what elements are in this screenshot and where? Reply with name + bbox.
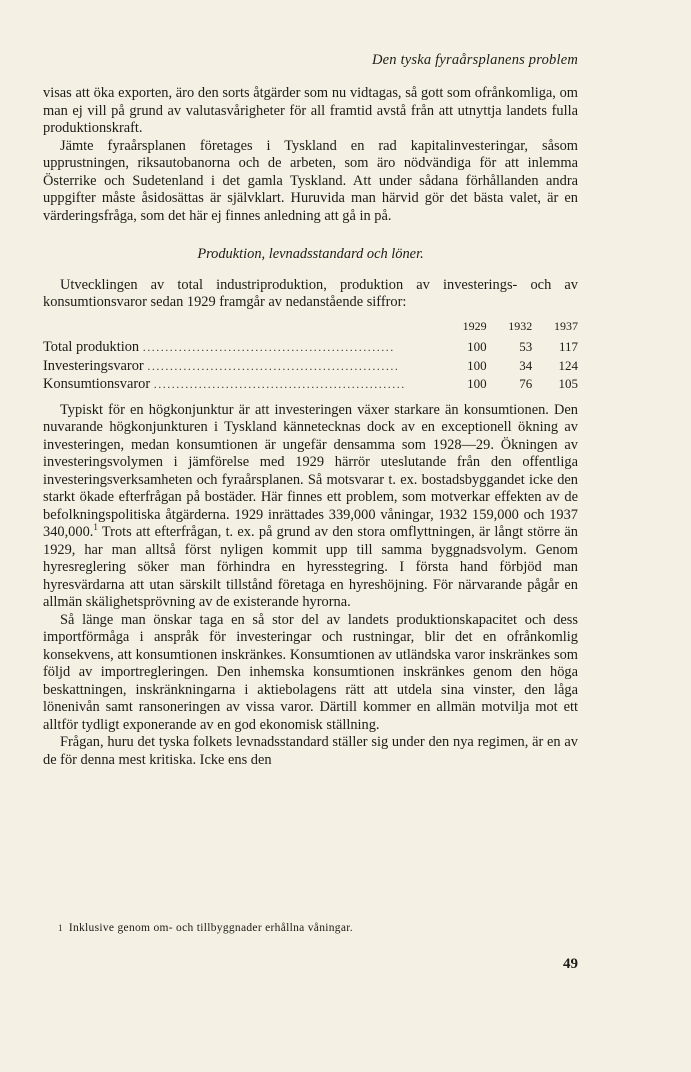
- running-head: Den tyska fyraårsplanens problem: [371, 52, 578, 68]
- paragraph: Frågan, huru det tyska folkets levnadsstandard ställer sig under den nya regimen, är en av de för denna mest kritiska. Icke ens den: [43, 734, 578, 768]
- year-header: 1932: [508, 318, 533, 333]
- row-label: Konsumtionsvaror: [43, 376, 151, 392]
- table-cell: 100: [467, 357, 487, 373]
- paragraph: [43, 402, 578, 612]
- table-cell: 53: [519, 339, 533, 354]
- row-label-cell: [43, 357, 461, 376]
- table-cell: 100: [467, 339, 487, 354]
- row-label-cell: [43, 375, 461, 394]
- paragraph: visas att öka exporten, äro den sorts åtgärder som nu vidtagas, så gott som ofrånkomliga, om man ej vill på grund av valutasvårigheter för all framtid avstå från att utnyttja landets fulla produktionskraft.: [43, 85, 578, 136]
- table-header-row: [43, 318, 578, 339]
- section-heading: Produktion, levnadsstandard och löner.: [197, 246, 424, 262]
- year-header: 1937: [554, 318, 578, 333]
- production-table: [43, 318, 578, 394]
- page-number: 49: [563, 956, 578, 972]
- paragraph: Utvecklingen av total industriproduktion, produktion av investerings- och av konsumtionsvaror sedan 1929 framgår av nedanstående siffror:: [43, 276, 578, 310]
- table-cell: 105: [558, 376, 578, 391]
- table-row: [43, 357, 578, 376]
- table-cell: 117: [558, 339, 578, 354]
- paragraph: Jämte fyraårsplanen företages i Tyskland en rad kapitalinvesteringar, såsom upprustningen, riksautobanorna och de arbeten, som äro nödvändiga för att inlemma Österrike och Sudetenland i det gamla Tyskland. Att under sådana förhållanden andra uppgifter måste åsidosättas är självklart. Huruvida man härvid gör det bästa valet, är en värderingsfråga, som det här ej finnes anledning att gå in på.: [43, 137, 578, 224]
- table-row: [43, 338, 578, 357]
- table-cell: 76: [519, 376, 533, 391]
- table-cell: 34: [519, 357, 533, 373]
- footnote: [58, 921, 578, 935]
- paragraph-text: Trots att efterfrågan, t. ex. på grund av den stora omflyttningen, är långt större än 1929, har man alltså först nyligen kommit upp till samma byggnadsvolym. Genom hyresreglering söker man förhindra en hyresstegring. I första hand förbjöd man hyresvärdarna att utan särskilt tillstånd företaga en hyreshöjning. För närvarande pågår en allmän skälighetsprövning av de existerande hyrorna.: [43, 524, 578, 610]
- footnote-mark: 1: [58, 923, 63, 933]
- table-header-label: [43, 318, 461, 339]
- table-row: [43, 375, 578, 394]
- year-header: 1929: [462, 318, 487, 333]
- footnote-text: Inklusive genom om- och tillbyggnader erhållna våningar.: [68, 922, 353, 934]
- paragraph-text: Typiskt för en högkonjunktur är att investeringen växer starkare än konsumtionen. Den nuvarande högkonjunkturen i Tyskland kännetecknas dock av en exceptionell ökning av investeringen, medan konsumtionen är ungefär densamma som 1928—29. Ökningen av investeringsvolymen i jämförelse med 1929 härrör uteslutande från den offentliga investeringsverksamheten och fyraårsplanen. Så motsvarar t. ex. bostadsbyggandet icke den starkt ökade efterfrågan på bostäder. Här finnes ett problem, som motverkar effekten av de befolkningspolitiska åtgärderna. 1929 inrättades 339,000 våningar, 1932 159,000 och 1937 340,000.: [43, 401, 578, 540]
- leader-dots: ........................................................: [147, 358, 400, 373]
- leader-dots: ........................................................: [153, 377, 406, 391]
- paragraph: Så länge man önskar taga en så stor del av landets produktionskapacitet och dess importförmåga i anspråk för investeringar och rustningar, blir det en ofrånkomlig konsekvens, att konsumtionen inskränkes. Konsumtionen av utländska varor inskränkes som följd av importregleringen. Den inhemska konsumtionen inskränkes genom den höga beskattningen, inskränkningarna i aktiebolagens rätt att utdela sina vinster, den låga lönenivån samt ransoneringen av vissa varor. Därtill kommer en allmän motvilja mot ett alltför tydligt exponerande av en god ekonomisk ställning.: [43, 611, 578, 733]
- table-cell: 124: [558, 357, 578, 373]
- body-text: [43, 85, 578, 769]
- row-label: Total produktion: [43, 339, 140, 355]
- leader-dots: ........................................................: [142, 340, 395, 354]
- row-label-cell: [43, 338, 461, 357]
- table-cell: 100: [467, 376, 487, 391]
- footnote-reference: 1: [93, 522, 98, 533]
- row-label: Investeringsvaror: [43, 357, 144, 374]
